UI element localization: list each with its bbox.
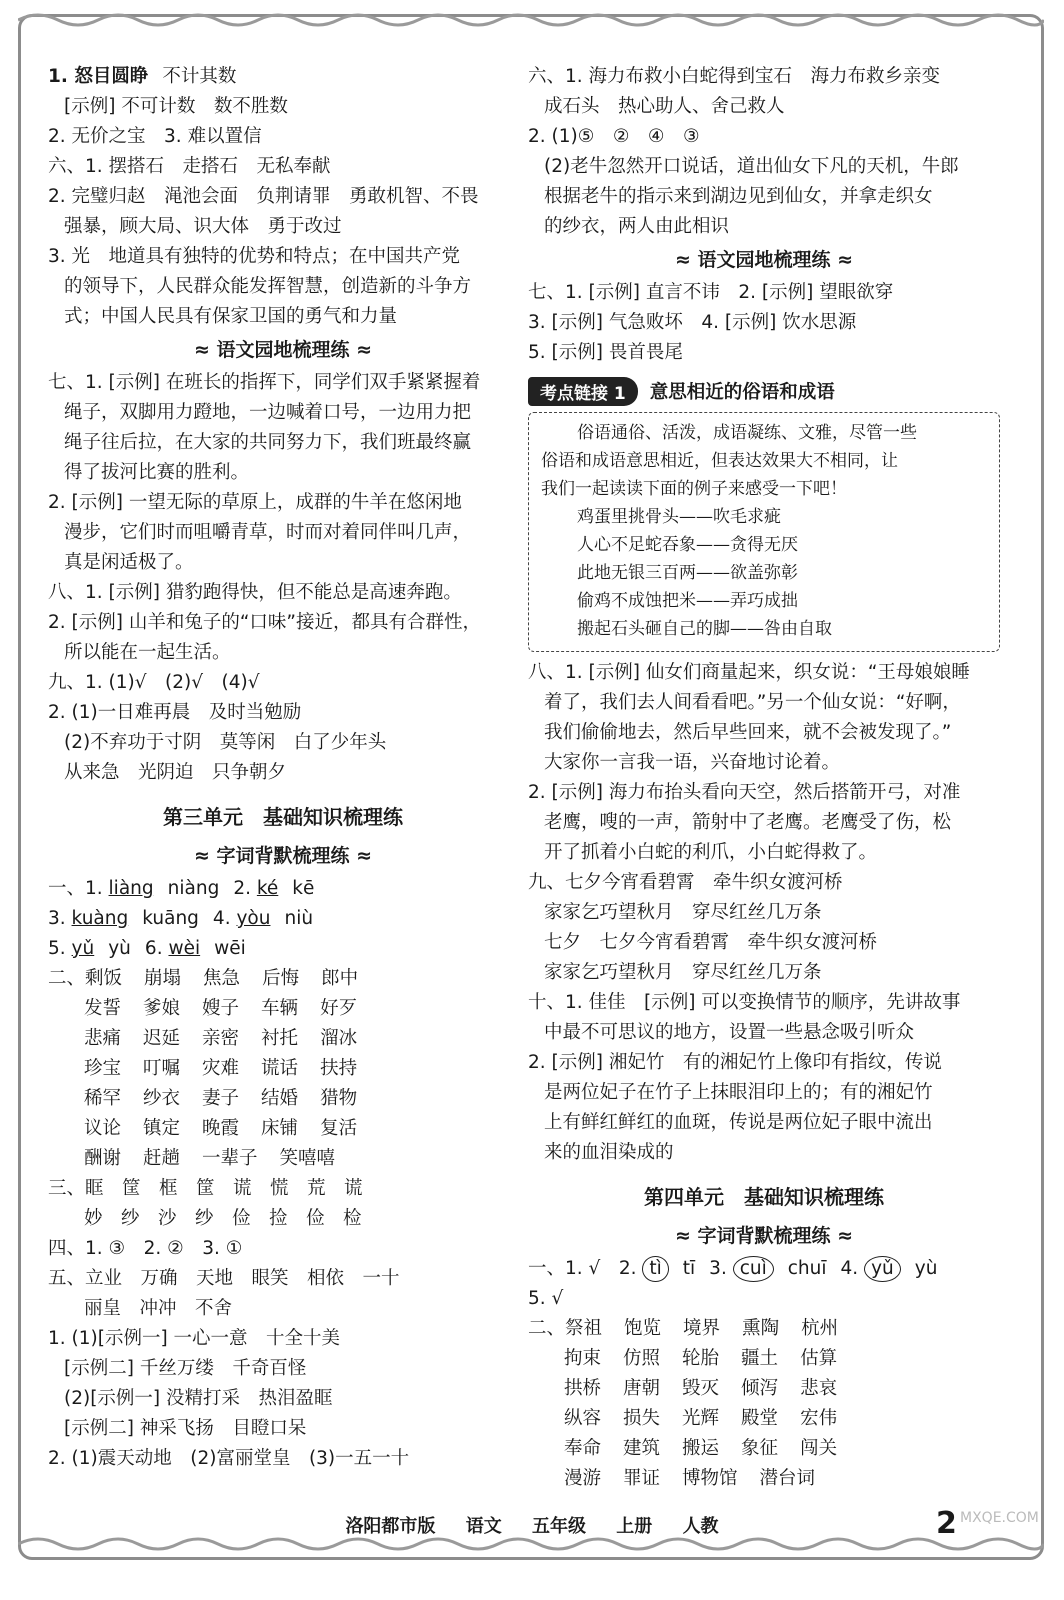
kd-line: 偷鸡不成蚀把米——弄巧成拙 xyxy=(577,591,798,611)
section-heading: ≈ 字词背默梳理练 ≈ xyxy=(193,845,373,867)
answer-line: 所以能在一起生活。 xyxy=(64,642,231,663)
answer-line: 得了拔河比赛的胜利。 xyxy=(64,462,250,483)
answer-line: 1. (1)[示例一] 一心一意 十全十美 xyxy=(48,1328,341,1349)
answer-line: 开了抓着小白蛇的利爪，小白蛇得救了。 xyxy=(544,842,878,863)
knowledge-link-header xyxy=(528,374,1000,408)
answer-line: 十、1. 佳佳 [示例] 可以变换情节的顺序，先讲故事 xyxy=(528,992,961,1013)
top-wave-decoration xyxy=(18,8,1044,32)
word-row: 拱桥 唐朝 毁灭 倾泻 悲哀 xyxy=(564,1378,838,1399)
answer-line: 从来急 光阴迫 只争朝夕 xyxy=(64,762,287,783)
kd-line: 鸡蛋里挑骨头——吹毛求疵 xyxy=(577,507,781,527)
word-list xyxy=(528,1314,1000,1494)
page-footer xyxy=(0,1512,1064,1542)
answer-line: 成石头 热心助人、舍己救人 xyxy=(544,96,785,117)
answer-line: 2. (1)一日难再晨 及时当勉励 xyxy=(48,702,302,723)
answer-line: (2)不弃功于寸阴 莫等闲 白了少年头 xyxy=(64,732,387,753)
pinyin-line: 一、1. liàng niàng 2. ké kē xyxy=(48,878,315,899)
answer-line: 2. 完璧归赵 渑池会面 负荆请罪 勇敢机智、不畏 xyxy=(48,186,479,207)
answer-line: 八、1. [示例] 猎豹跑得快，但不能总是高速奔跑。 xyxy=(48,582,462,603)
word-row: 稀罕 纱衣 妻子 结婚 猎物 xyxy=(84,1088,358,1109)
answer-line: 真是闲适极了。 xyxy=(64,552,194,573)
answer-line: 五、立业 万确 天地 眼笑 相依 一十 xyxy=(48,1268,400,1289)
answer-line: 老鹰，嗖的一声，箭射中了老鹰。老鹰受了伤，松 xyxy=(544,812,952,833)
unit-heading: 第四单元 基础知识梳理练 xyxy=(644,1185,884,1209)
answer-line: 2. 无价之宝 3. 难以置信 xyxy=(48,126,262,147)
answer-line: 丽皇 冲冲 不舍 xyxy=(84,1298,233,1319)
footer-grade: 五年级 xyxy=(532,1516,586,1537)
answer-line: [示例二] 神采飞扬 目瞪口呆 xyxy=(64,1418,307,1439)
left-column xyxy=(48,62,518,1474)
footer-edition: 洛阳都市版 xyxy=(345,1516,436,1537)
right-column xyxy=(528,62,1000,1494)
kd-line: 俗语通俗、活泼，成语凝练、文雅，尽管一些 xyxy=(577,423,917,443)
knowledge-link-tag: 考点链接 1 xyxy=(528,377,638,406)
answer-line: 七夕 七夕今宵看碧霄 牵牛织女渡河桥 xyxy=(544,932,878,953)
word-row: 奉命 建筑 搬运 象征 闯关 xyxy=(564,1438,838,1459)
answer-line: 2. (1)⑤ ② ④ ③ xyxy=(528,126,700,147)
section-heading: ≈ 语文园地梳理练 ≈ xyxy=(193,339,373,361)
answer-line: 的领导下，人民群众能发挥智慧，创造新的斗争方 xyxy=(64,276,472,297)
answer-line: 3. [示例] 气急败坏 4. [示例] 饮水思源 xyxy=(528,312,857,333)
answer-line: 三、眶 筐 框 筐 谎 慌 荒 谎 xyxy=(48,1178,363,1199)
answer-line: 1. 怒目圆睁 不计其数 xyxy=(48,66,237,87)
pinyin-line: 一、1. √ 2. tì tī 3. cuì chuī 4. yǔ yù xyxy=(528,1254,1000,1284)
answer-line: 2. (1)震天动地 (2)富丽堂皇 (3)一五一十 xyxy=(48,1448,410,1469)
kd-line: 搬起石头砸自己的脚——咎由自取 xyxy=(577,619,832,639)
pinyin-line: 3. kuàng kuāng 4. yòu niù xyxy=(48,908,314,929)
footer-publisher: 人教 xyxy=(682,1516,719,1537)
pinyin-line: 5. yǔ yù 6. wèi wēi xyxy=(48,938,246,959)
answer-line: 2. [示例] 一望无际的草原上，成群的牛羊在悠闲地 xyxy=(48,492,462,513)
answer-line: 是两位妃子在竹子上抹眼泪印上的；有的湘妃竹 xyxy=(544,1082,933,1103)
word-row: 二、祭祖 饱览 境界 熏陶 杭州 xyxy=(528,1318,839,1339)
answer-line: 2. [示例] 海力布抬头看向天空，然后搭箭开弓，对准 xyxy=(528,782,961,803)
answer-line: 七、1. [示例] 直言不讳 2. [示例] 望眼欲穿 xyxy=(528,282,894,303)
answer-line: 九、七夕今宵看碧霄 牵牛织女渡河桥 xyxy=(528,872,843,893)
section-heading: ≈ 语文园地梳理练 ≈ xyxy=(674,249,854,271)
answer-line: [示例] 不可计数 数不胜数 xyxy=(64,96,288,117)
answer-line: 式；中国人民具有保家卫国的勇气和力量 xyxy=(64,306,398,327)
answer-line: (2)[示例一] 没精打采 热泪盈眶 xyxy=(64,1388,333,1409)
word-row: 二、剩饭 崩塌 焦急 后悔 郎中 xyxy=(48,968,359,989)
kd-line: 俗语和成语意思相近，但表达效果大不相同，让 xyxy=(541,451,898,471)
unit-heading: 第三单元 基础知识梳理练 xyxy=(163,805,403,829)
footer-subject: 语文 xyxy=(465,1516,502,1537)
word-list xyxy=(48,964,518,1174)
answer-line: 2. [示例] 湘妃竹 有的湘妃竹上像印有指纹，传说 xyxy=(528,1052,942,1073)
word-row: 漫游 罪证 博物馆 潜台词 xyxy=(564,1468,816,1489)
word-row: 拘束 仿照 轮胎 疆土 估算 xyxy=(564,1348,838,1369)
knowledge-link-box xyxy=(528,374,1000,652)
answer-line: 的纱衣，两人由此相识 xyxy=(544,216,730,237)
kd-line: 我们一起读读下面的例子来感受一下吧！ xyxy=(541,479,847,499)
answer-line: 5. √ xyxy=(528,1288,564,1309)
section-heading: ≈ 字词背默梳理练 ≈ xyxy=(674,1225,854,1247)
answer-line: 强暴，顾大局、识大体 勇于改过 xyxy=(64,216,342,237)
kd-line: 此地无银三百两——欲盖弥彰 xyxy=(577,563,798,583)
answer-line: 九、1. (1)√ (2)√ (4)√ xyxy=(48,672,260,693)
answer-line: 绳子往后拉，在大家的共同努力下，我们班最终赢 xyxy=(64,432,472,453)
answer-line: 我们偷偷地去，然后早些回来，就不会被发现了。” xyxy=(544,722,952,743)
answer-line: 六、1. 摆搭石 走搭石 无私奉献 xyxy=(48,156,331,177)
answer-line: 大家你一言我一语，兴奋地讨论着。 xyxy=(544,752,841,773)
answer-line: 绳子，双脚用力蹬地，一边喊着口号，一边用力把 xyxy=(64,402,472,423)
answer-line: 七、1. [示例] 在班长的指挥下，同学们双手紧紧握着 xyxy=(48,372,481,393)
word-row: 酬谢 赶趟 一辈子 笑嘻嘻 xyxy=(84,1148,336,1169)
watermark: MXQE.COM xyxy=(960,1510,1039,1526)
answer-line: 八、1. [示例] 仙女们商量起来，织女说：“王母娘娘睡 xyxy=(528,662,970,683)
answer-line: [示例二] 千丝万缕 千奇百怪 xyxy=(64,1358,307,1379)
answer-line: 上有鲜红鲜红的血斑，传说是两位妃子眼中流出 xyxy=(544,1112,933,1133)
word-row: 发誓 爹娘 嫂子 车辆 好歹 xyxy=(84,998,358,1019)
answer-line: 中最不可思议的地方，设置一些悬念吸引听众 xyxy=(544,1022,915,1043)
answer-line: (2)老牛忽然开口说话，道出仙女下凡的天机，牛郎 xyxy=(544,156,959,177)
answer-line: 着了，我们去人间看看吧。”另一个仙女说：“好啊， xyxy=(544,692,961,713)
answer-line: 3. 光 地道具有独特的优势和特点；在中国共产党 xyxy=(48,246,461,267)
knowledge-link-body xyxy=(528,412,1000,652)
answer-line: 家家乞巧望秋月 穿尽红丝几万条 xyxy=(544,902,822,923)
answer-line: 家家乞巧望秋月 穿尽红丝几万条 xyxy=(544,962,822,983)
page-number: 2 xyxy=(936,1506,957,1541)
answer-line: 5. [示例] 畏首畏尾 xyxy=(528,342,683,363)
answer-line: 2. [示例] 山羊和兔子的“口味”接近，都具有合群性， xyxy=(48,612,482,633)
answer-line: 四、1. ③ 2. ② 3. ① xyxy=(48,1238,243,1259)
word-row: 珍宝 叮嘱 灾难 谎话 扶持 xyxy=(84,1058,358,1079)
word-row: 悲痛 迟延 亲密 衬托 溜冰 xyxy=(84,1028,358,1049)
answer-line: 漫步，它们时而咀嚼青草，时而对着同伴叫几声， xyxy=(64,522,472,543)
answer-line: 来的血泪染成的 xyxy=(544,1142,674,1163)
kd-line: 人心不足蛇吞象——贪得无厌 xyxy=(577,535,798,555)
answer-line: 六、1. 海力布救小白蛇得到宝石 海力布救乡亲变 xyxy=(528,66,941,87)
answer-line: 根据老牛的指示来到湖边见到仙女，并拿走织女 xyxy=(544,186,933,207)
word-row: 纵容 损失 光辉 殿堂 宏伟 xyxy=(564,1408,838,1429)
word-row: 议论 镇定 晚霞 床铺 复活 xyxy=(84,1118,358,1139)
answer-line: 妙 纱 沙 纱 俭 捡 俭 检 xyxy=(84,1208,362,1229)
knowledge-link-title: 意思相近的俗语和成语 xyxy=(649,382,835,403)
footer-volume: 上册 xyxy=(616,1516,653,1537)
